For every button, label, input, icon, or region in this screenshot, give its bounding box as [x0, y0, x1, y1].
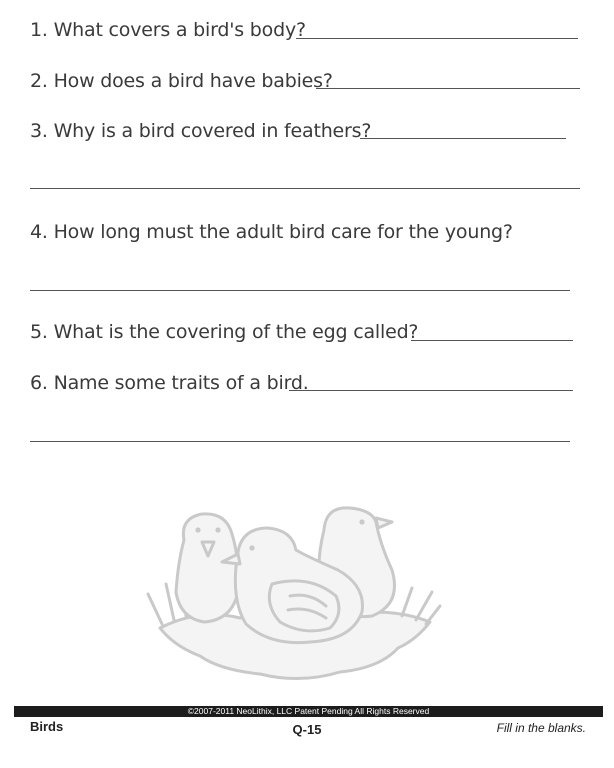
answer-line-4: [30, 290, 570, 291]
birds-in-nest-illustration: [140, 500, 445, 685]
question-3: 3. Why is a bird covered in feathers?: [30, 120, 372, 142]
left-bird-body: [176, 514, 238, 622]
answer-line-1: [296, 38, 578, 39]
question-5: 5. What is the covering of the egg called?: [30, 321, 419, 343]
question-4: 4. How long must the adult bird care for the young?: [30, 221, 513, 243]
question-1: 1. What covers a bird's body?: [30, 19, 306, 41]
right-bird-beak: [376, 518, 392, 528]
answer-line-6: [289, 390, 573, 391]
page-code: Q-15: [292, 722, 322, 737]
answer-line-2: [316, 88, 580, 89]
question-2: 2. How does a bird have babies?: [30, 70, 333, 92]
question-6: 6. Name some traits of a bird.: [30, 372, 309, 394]
answer-line-3b: [30, 188, 580, 189]
answer-line-3: [360, 138, 566, 139]
answer-line-6b: [30, 441, 570, 442]
instruction-text: Fill in the blanks.: [496, 721, 586, 735]
answer-line-5: [411, 340, 573, 341]
copyright-notice: ©2007-2011 NeoLithix, LLC Patent Pending All Rights Reserved: [187, 706, 430, 716]
topic-label: Birds: [30, 719, 64, 734]
